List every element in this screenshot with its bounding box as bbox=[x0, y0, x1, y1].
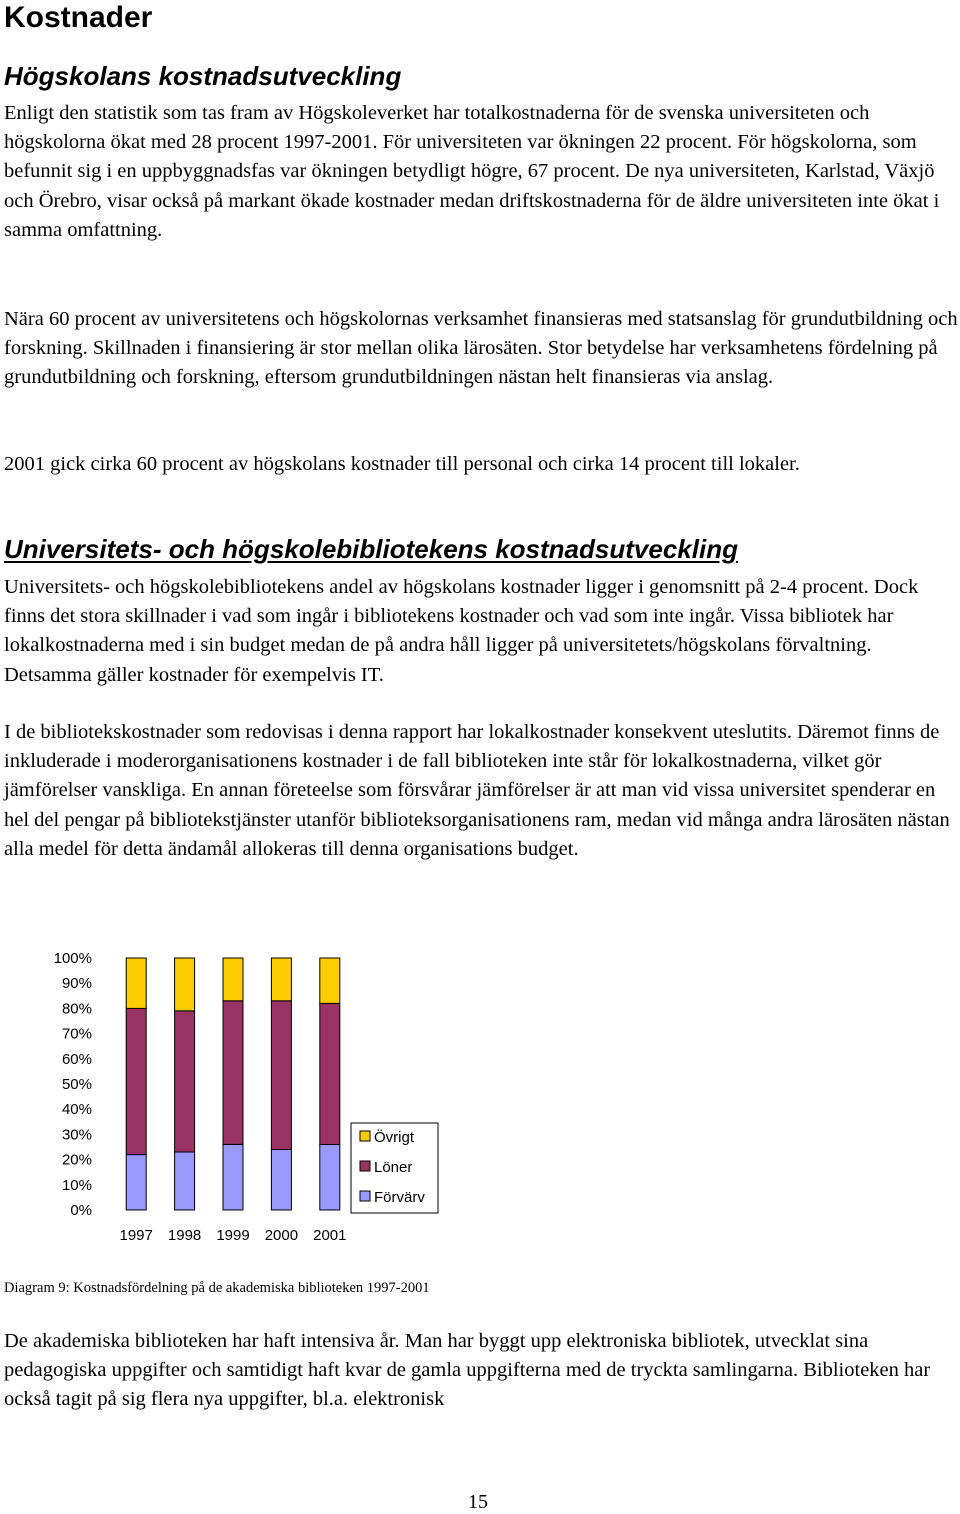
paragraph-intensive-years: De akademiska biblioteken har haft intensiva år. Man har byggt upp elektroniska bibliotek, utvecklat sina pedagogiska uppgifter och samtidigt haft kvar de gamla uppgifterna med de tryckta samlingarna. Biblioteken har också tagit på sig flera nya uppgifter, bl.a. elektronisk bbox=[4, 1330, 931, 1411]
paragraph-library-share: Universitets- och högskolebibliotekens andel av högskolans kostnader ligger i genomsnitt på 2-4 procent. Dock finns det stora skillnader i vad som ingår i bibliotekens kostnader och vad som inte ingår. Vissa bibliotek har lokalkostnaderna med i sin budget medan de på andra håll ligger på universitetets/högskolans förvaltning. Detsamma gäller kostnader för exempelvis IT. bbox=[4, 576, 919, 686]
x-tick-label: 2001 bbox=[313, 1227, 347, 1244]
section-heading-hogskolans-kostnadsutveckling: Högskolans kostnadsutveckling bbox=[4, 61, 402, 91]
bar-segment bbox=[271, 1150, 291, 1211]
bar-segment bbox=[126, 1155, 146, 1210]
paragraph-cost-growth: Enligt den statistik som tas fram av Högskoleverket har totalkostnaderna för de svenska universiteten och högskolorna ökat med 28 procent 1997-2001. För universiteten var ökningen 22 procent. För högskolorna, som befunnit sig i en uppbyggnadsfas var ökningen betydligt högre, 67 procent. De nya universiteten, Karlstad, Växjö och Örebro, visar också på markant ökade kostnader medan driftskostnaderna för de äldre universiteten inte ökat i samma omfattning. bbox=[4, 102, 940, 241]
section-heading-bibliotekens-kostnadsutveckling: Universitets- och högskolebibliotekens kostnadsutveckling bbox=[4, 534, 738, 564]
bar-segment bbox=[175, 1152, 195, 1210]
y-tick-label: 50% bbox=[61, 1076, 92, 1093]
x-tick-label: 1999 bbox=[216, 1227, 250, 1244]
y-tick-label: 100% bbox=[53, 950, 92, 967]
y-tick-label: 80% bbox=[61, 1000, 92, 1018]
bar-segment bbox=[126, 958, 146, 1008]
bar-segment bbox=[223, 1001, 243, 1145]
y-tick-label: 10% bbox=[61, 1176, 92, 1194]
y-tick-label: 0% bbox=[70, 1202, 92, 1219]
page-number: 15 bbox=[468, 1491, 488, 1513]
legend-label: Förvärv bbox=[374, 1189, 425, 1206]
bar-segment bbox=[175, 958, 195, 1011]
chart-caption: Diagram 9: Kostnadsfördelning på de akademiska biblioteken 1997-2001 bbox=[4, 1280, 430, 1296]
y-tick-label: 90% bbox=[61, 975, 92, 993]
x-axis-tick-labels bbox=[120, 1227, 347, 1244]
paragraph-personnel-costs: 2001 gick cirka 60 procent av högskolans kostnader till personal och cirka 14 procent till lokaler. bbox=[4, 453, 800, 475]
bar-segment bbox=[320, 958, 340, 1003]
chart-bars bbox=[126, 958, 340, 1210]
legend-label: Övrigt bbox=[374, 1129, 415, 1146]
chart-legend bbox=[351, 1123, 438, 1213]
paragraph-funding: Nära 60 procent av universitetens och högskolornas verksamhet finansieras med statsanslag för grundutbildning och forskning. Skillnaden i finansiering är stor mellan olika lärosäten. Stor betydelse har verksamhetens fördelning på grundutbildning och forskning, eftersom grundutbildningen nästan helt finansieras via anslag. bbox=[4, 308, 958, 389]
y-axis-tick-labels bbox=[54, 950, 92, 1219]
bar-segment bbox=[271, 958, 291, 1001]
legend-label: Löner bbox=[374, 1159, 413, 1176]
legend-swatch bbox=[360, 1191, 370, 1201]
y-tick-label: 70% bbox=[61, 1025, 92, 1043]
bar-segment bbox=[126, 1008, 146, 1154]
bar-segment bbox=[271, 1001, 291, 1150]
y-tick-label: 30% bbox=[61, 1126, 92, 1144]
cost-distribution-chart bbox=[0, 940, 470, 1260]
bar-segment bbox=[320, 1003, 340, 1144]
x-tick-label: 2000 bbox=[264, 1227, 299, 1244]
legend-swatch bbox=[360, 1131, 370, 1141]
y-tick-label: 60% bbox=[61, 1050, 92, 1068]
bar-segment bbox=[223, 1145, 243, 1211]
bar-segment bbox=[223, 958, 243, 1001]
paragraph-library-costs-excluded: I de bibliotekskostnader som redovisas i denna rapport har lokalkostnader konsekvent uteslutits. Däremot finns de inkluderade i moderorganisationens kostnader i de fall biblioteken inte står för lokalkostnaderna, vilket gör jämförelser vanskliga. En annan företeelse som försvårar jämförelser är att man vid vissa universitet spenderar en hel del pengar på bibliotekstjänster utanför biblioteksorganisationens ram, medan vid många andra lärosäten nästan alla medel för detta ändamål allokeras till denna organisations budget. bbox=[4, 721, 950, 860]
bar-segment bbox=[175, 1011, 195, 1152]
legend-swatch bbox=[360, 1161, 370, 1171]
y-tick-label: 40% bbox=[61, 1101, 92, 1119]
x-tick-label: 1997 bbox=[119, 1227, 153, 1244]
y-tick-label: 20% bbox=[61, 1151, 92, 1169]
page-title: Kostnader bbox=[4, 1, 153, 34]
x-tick-label: 1998 bbox=[167, 1227, 202, 1244]
bar-segment bbox=[320, 1145, 340, 1211]
